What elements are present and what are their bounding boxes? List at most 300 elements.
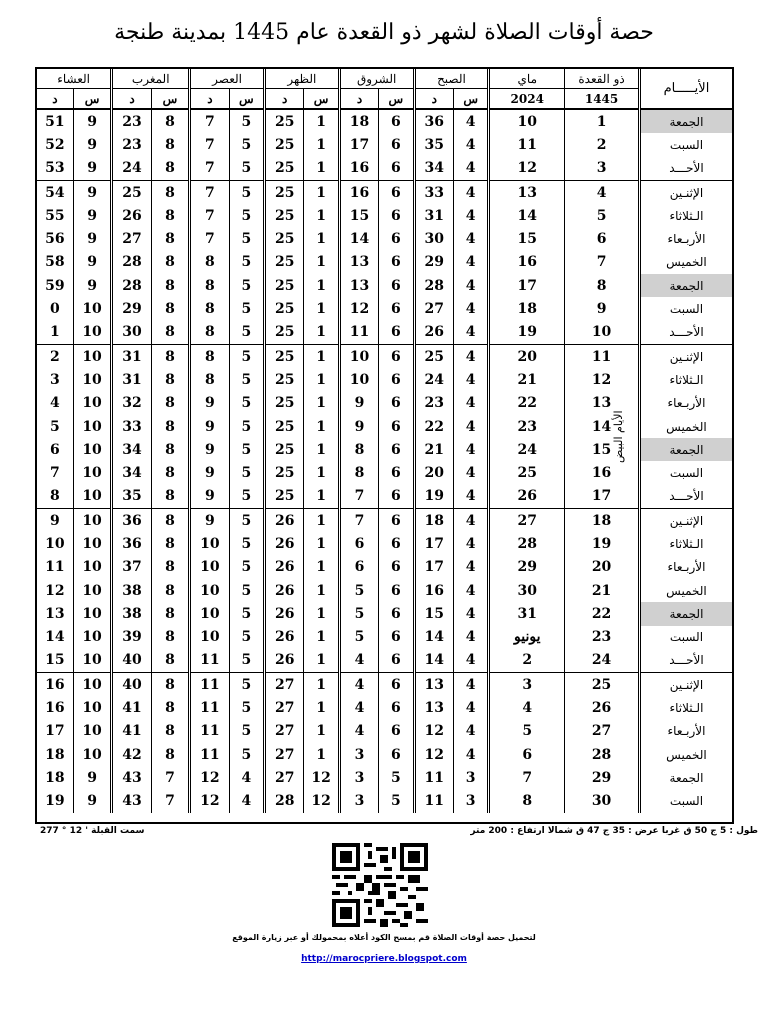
cell-day: الأحـــد bbox=[639, 485, 732, 509]
cell-shuruq-m: 7 bbox=[339, 509, 378, 533]
cell-dhuhr-h: 1 bbox=[304, 415, 339, 438]
cell-maghrib-h: 8 bbox=[151, 133, 189, 156]
cell-maghrib-h: 8 bbox=[151, 649, 189, 673]
cell-isha-m: 8 bbox=[37, 485, 73, 509]
cell-greg: 31 bbox=[489, 602, 565, 625]
cell-maghrib-m: 36 bbox=[112, 509, 151, 533]
cell-fajr-m: 11 bbox=[414, 766, 453, 789]
cell-isha-h: 10 bbox=[73, 696, 111, 719]
cell-fajr-m: 35 bbox=[414, 133, 453, 156]
table-row bbox=[37, 790, 732, 813]
cell-asr-m: 8 bbox=[190, 344, 229, 368]
cell-dhuhr-h: 1 bbox=[304, 720, 339, 743]
cell-dhuhr-h: 1 bbox=[304, 532, 339, 555]
cell-shuruq-h: 6 bbox=[379, 626, 414, 649]
cell-day: الجمعة bbox=[639, 602, 732, 625]
cell-asr-m: 7 bbox=[190, 180, 229, 204]
cell-hijri: 26 bbox=[565, 696, 640, 719]
cell-maghrib-m: 29 bbox=[112, 297, 151, 320]
cell-asr-m: 7 bbox=[190, 227, 229, 250]
cell-greg: 25 bbox=[489, 461, 565, 484]
cell-dhuhr-h: 1 bbox=[304, 180, 339, 204]
cell-fajr-h: 4 bbox=[454, 392, 489, 415]
cell-greg: 23 bbox=[489, 415, 565, 438]
cell-fajr-h: 4 bbox=[454, 461, 489, 484]
table-row bbox=[37, 297, 732, 320]
cell-isha-h: 9 bbox=[73, 180, 111, 204]
cell-fajr-m: 14 bbox=[414, 649, 453, 673]
cell-hijri: 4 bbox=[565, 180, 640, 204]
qr-code bbox=[332, 843, 428, 927]
cell-fajr-m: 34 bbox=[414, 157, 453, 181]
cell-dhuhr-m: 25 bbox=[264, 109, 303, 133]
cell-isha-h: 10 bbox=[73, 532, 111, 555]
cell-dhuhr-h: 1 bbox=[304, 438, 339, 461]
cell-asr-m: 9 bbox=[190, 415, 229, 438]
cell-isha-m: 3 bbox=[50, 371, 60, 388]
cell-dhuhr-m: 27 bbox=[264, 743, 303, 766]
cell-asr-h: 5 bbox=[229, 579, 264, 602]
cell-maghrib-m: 23 bbox=[112, 109, 151, 133]
cell-fajr-m: 33 bbox=[414, 180, 453, 204]
cell-day: الأحـــد bbox=[639, 157, 732, 181]
table-row bbox=[37, 157, 732, 181]
cell-isha-h: 9 bbox=[73, 766, 111, 789]
cell-asr-h: 4 bbox=[229, 766, 264, 789]
cell-shuruq-h: 6 bbox=[379, 649, 414, 673]
cell-fajr-h: 4 bbox=[454, 556, 489, 579]
cell-greg: 15 bbox=[489, 227, 565, 250]
cell-maghrib-m: 28 bbox=[112, 251, 151, 274]
cell-day: الجمعة bbox=[639, 109, 732, 133]
cell-maghrib-m: 40 bbox=[112, 673, 151, 697]
cell-asr-h: 5 bbox=[229, 696, 264, 719]
cell-isha-m: 51 bbox=[45, 113, 65, 130]
cell-greg: 17 bbox=[489, 274, 565, 297]
cell-dhuhr-h: 1 bbox=[304, 274, 339, 297]
cell-fajr-h: 4 bbox=[454, 696, 489, 719]
cell-greg: 11 bbox=[489, 133, 565, 156]
cell-maghrib-h: 8 bbox=[151, 509, 189, 533]
cell-asr-h: 5 bbox=[229, 461, 264, 484]
cell-fajr-h: 4 bbox=[454, 321, 489, 345]
cell-shuruq-m: 13 bbox=[339, 274, 378, 297]
cell-asr-h: 5 bbox=[229, 415, 264, 438]
cell-greg: 30 bbox=[489, 579, 565, 602]
cell-fajr-h: 4 bbox=[454, 509, 489, 533]
cell-shuruq-h: 6 bbox=[379, 321, 414, 345]
cell-shuruq-m: 4 bbox=[339, 720, 378, 743]
cell-isha-m: 52 bbox=[45, 136, 65, 153]
cell-greg: 27 bbox=[489, 509, 565, 533]
cell-maghrib-h: 8 bbox=[151, 274, 189, 297]
cell-day: السبت bbox=[639, 133, 732, 156]
cell-isha-m: 1 bbox=[37, 321, 73, 345]
cell-asr-h: 5 bbox=[229, 227, 264, 250]
cell-asr-m: 10 bbox=[190, 626, 229, 649]
cell-shuruq-h: 6 bbox=[379, 532, 414, 555]
cell-asr-m: 12 bbox=[190, 790, 229, 813]
header-asr: العصر bbox=[190, 69, 265, 89]
cell-shuruq-m: 4 bbox=[339, 696, 378, 719]
cell-hijri: 24 bbox=[565, 649, 640, 673]
cell-isha-m: 9 bbox=[50, 512, 60, 529]
cell-maghrib-m: 31 bbox=[112, 344, 151, 368]
cell-shuruq-h: 6 bbox=[379, 461, 414, 484]
cell-hijri: 16 bbox=[565, 461, 640, 484]
cell-asr-h: 5 bbox=[229, 438, 264, 461]
cell-maghrib-m: 31 bbox=[112, 368, 151, 391]
cell-asr-h: 5 bbox=[229, 180, 264, 204]
cell-hijri: 13 bbox=[565, 392, 640, 415]
cell-shuruq-h: 6 bbox=[379, 485, 414, 509]
cell-hijri: 11 bbox=[565, 344, 640, 368]
cell-hijri: 7 bbox=[565, 251, 640, 274]
cell-fajr-m: 36 bbox=[414, 109, 453, 133]
cell-fajr-h: 4 bbox=[454, 180, 489, 204]
cell-shuruq-m: 8 bbox=[339, 461, 378, 484]
location-coordinates: طول : 5 ج 50 ق غربا عرض : 35 ج 47 ق شمالا ارتفاع : 200 متر bbox=[470, 826, 758, 836]
cell-dhuhr-h: 1 bbox=[304, 626, 339, 649]
cell-day: الجمعة bbox=[639, 766, 732, 789]
cell-maghrib-m: 40 bbox=[112, 649, 151, 673]
cell-asr-h: 5 bbox=[229, 321, 264, 345]
cell-dhuhr-h: 1 bbox=[304, 251, 339, 274]
cell-maghrib-h: 8 bbox=[151, 696, 189, 719]
cell-fajr-h: 4 bbox=[454, 532, 489, 555]
cell-isha-h: 10 bbox=[73, 297, 111, 320]
cell-shuruq-h: 6 bbox=[379, 297, 414, 320]
table-row bbox=[37, 274, 732, 297]
cell-fajr-m: 18 bbox=[414, 509, 453, 533]
cell-shuruq-m: 12 bbox=[339, 297, 378, 320]
cell-fajr-h: 4 bbox=[454, 109, 489, 133]
cell-fajr-m: 12 bbox=[414, 720, 453, 743]
cell-isha-h: 10 bbox=[73, 368, 111, 391]
cell-asr-m: 7 bbox=[190, 133, 229, 156]
cell-fajr-h: 4 bbox=[454, 720, 489, 743]
cell-isha-h: 10 bbox=[73, 649, 111, 673]
cell-asr-h: 4 bbox=[229, 790, 264, 813]
cell-shuruq-m: 6 bbox=[339, 532, 378, 555]
cell-dhuhr-m: 26 bbox=[264, 556, 303, 579]
cell-shuruq-m: 18 bbox=[339, 109, 378, 133]
cell-dhuhr-h: 1 bbox=[304, 344, 339, 368]
cell-fajr-h: 4 bbox=[454, 133, 489, 156]
cell-hijri: 18 bbox=[565, 509, 640, 533]
cell-fajr-h: 4 bbox=[454, 438, 489, 461]
cell-maghrib-h: 8 bbox=[151, 461, 189, 484]
cell-day: السبت bbox=[639, 790, 732, 813]
cell-shuruq-m: 10 bbox=[339, 344, 378, 368]
table-row bbox=[37, 204, 732, 227]
cell-greg: 22 bbox=[489, 392, 565, 415]
cell-fajr-m: 28 bbox=[414, 274, 453, 297]
cell-shuruq-m: 9 bbox=[339, 415, 378, 438]
cell-maghrib-h: 8 bbox=[151, 673, 189, 697]
cell-maghrib-m: 42 bbox=[112, 743, 151, 766]
cell-isha-m: 19 bbox=[45, 793, 65, 810]
cell-greg: 20 bbox=[489, 344, 565, 368]
cell-dhuhr-m: 26 bbox=[264, 649, 303, 673]
cell-shuruq-h: 6 bbox=[379, 720, 414, 743]
cell-dhuhr-h: 1 bbox=[304, 696, 339, 719]
cell-maghrib-m: 34 bbox=[112, 438, 151, 461]
cell-maghrib-m: 23 bbox=[112, 133, 151, 156]
cell-isha-m: 13 bbox=[45, 605, 65, 622]
cell-dhuhr-h: 1 bbox=[304, 649, 339, 673]
cell-shuruq-h: 6 bbox=[379, 204, 414, 227]
cell-greg: 13 bbox=[489, 180, 565, 204]
cell-asr-h: 5 bbox=[229, 297, 264, 320]
cell-shuruq-m: 3 bbox=[339, 766, 378, 789]
cell-isha-m: 0 bbox=[50, 301, 60, 318]
cell-isha-h: 10 bbox=[73, 344, 111, 368]
cell-hijri: 6 bbox=[565, 227, 640, 250]
cell-asr-m: 7 bbox=[190, 157, 229, 181]
cell-day: الخميس bbox=[639, 743, 732, 766]
cell-shuruq-h: 6 bbox=[379, 509, 414, 533]
cell-shuruq-h: 6 bbox=[379, 438, 414, 461]
site-link[interactable]: http://marocpriere.blogspot.com bbox=[301, 954, 467, 964]
cell-asr-h: 5 bbox=[229, 720, 264, 743]
cell-fajr-h: 3 bbox=[454, 766, 489, 789]
cell-shuruq-h: 6 bbox=[379, 180, 414, 204]
cell-asr-m: 7 bbox=[190, 109, 229, 133]
cell-asr-h: 5 bbox=[229, 204, 264, 227]
cell-day: الإثنـين bbox=[639, 344, 732, 368]
cell-hijri: 17 bbox=[565, 485, 640, 509]
cell-greg: 14 bbox=[489, 204, 565, 227]
cell-dhuhr-h: 1 bbox=[304, 673, 339, 697]
cell-fajr-m: 30 bbox=[414, 227, 453, 250]
cell-greg: 12 bbox=[489, 157, 565, 181]
cell-maghrib-h: 8 bbox=[151, 602, 189, 625]
header-minute: د bbox=[339, 89, 378, 110]
cell-greg: 21 bbox=[489, 368, 565, 391]
header-hour: س bbox=[151, 89, 189, 110]
cell-isha-m: 59 bbox=[45, 277, 65, 294]
cell-isha-m: 16 bbox=[45, 676, 65, 693]
cell-shuruq-h: 6 bbox=[379, 602, 414, 625]
cell-asr-m: 8 bbox=[190, 321, 229, 345]
cell-fajr-m: 19 bbox=[414, 485, 453, 509]
cell-dhuhr-m: 28 bbox=[264, 790, 303, 813]
cell-day: السبت bbox=[639, 461, 732, 484]
cell-dhuhr-m: 27 bbox=[264, 720, 303, 743]
cell-dhuhr-m: 25 bbox=[264, 392, 303, 415]
cell-fajr-h: 4 bbox=[454, 344, 489, 368]
cell-isha-h: 9 bbox=[73, 133, 111, 156]
cell-maghrib-m: 38 bbox=[112, 602, 151, 625]
cell-dhuhr-m: 27 bbox=[264, 766, 303, 789]
cell-asr-h: 5 bbox=[229, 157, 264, 181]
cell-dhuhr-m: 26 bbox=[264, 626, 303, 649]
header-hijri-year: 1445 bbox=[565, 89, 640, 110]
cell-dhuhr-m: 25 bbox=[264, 227, 303, 250]
cell-day: الأحـــد bbox=[639, 649, 732, 673]
cell-fajr-m: 16 bbox=[414, 579, 453, 602]
header-hour: س bbox=[379, 89, 414, 110]
cell-dhuhr-h: 12 bbox=[304, 790, 339, 813]
table-row bbox=[37, 720, 732, 743]
cell-dhuhr-m: 25 bbox=[264, 415, 303, 438]
cell-fajr-m: 17 bbox=[414, 532, 453, 555]
cell-asr-h: 5 bbox=[229, 344, 264, 368]
cell-dhuhr-m: 26 bbox=[264, 509, 303, 533]
table-row bbox=[37, 368, 732, 391]
cell-shuruq-h: 6 bbox=[379, 673, 414, 697]
cell-isha-m: 18 bbox=[45, 769, 65, 786]
header-hour: س bbox=[73, 89, 111, 110]
cell-shuruq-m: 3 bbox=[339, 743, 378, 766]
cell-greg: 18 bbox=[489, 297, 565, 320]
cell-dhuhr-m: 26 bbox=[264, 532, 303, 555]
cell-hijri: 10 bbox=[565, 321, 640, 345]
cell-day: الأربـعاء bbox=[639, 392, 732, 415]
cell-asr-m: 10 bbox=[190, 602, 229, 625]
cell-day: الـثلاثاء bbox=[639, 532, 732, 555]
header-hour: س bbox=[304, 89, 339, 110]
cell-isha-m: 5 bbox=[50, 418, 60, 435]
cell-hijri: 29 bbox=[565, 766, 640, 789]
cell-dhuhr-h: 12 bbox=[304, 766, 339, 789]
cell-dhuhr-h: 1 bbox=[304, 133, 339, 156]
cell-maghrib-h: 8 bbox=[151, 321, 189, 345]
table-row bbox=[37, 766, 732, 789]
cell-asr-m: 9 bbox=[190, 485, 229, 509]
cell-day: الخميس bbox=[639, 415, 732, 438]
header-fajr: الصبح bbox=[414, 69, 489, 89]
cell-fajr-h: 4 bbox=[454, 673, 489, 697]
table-row bbox=[37, 673, 732, 697]
cell-maghrib-m: 41 bbox=[112, 720, 151, 743]
cell-asr-m: 9 bbox=[190, 509, 229, 533]
cell-isha-h: 10 bbox=[73, 626, 111, 649]
cell-maghrib-h: 7 bbox=[151, 766, 189, 789]
cell-greg: 8 bbox=[489, 790, 565, 813]
cell-shuruq-m: 9 bbox=[339, 392, 378, 415]
cell-maghrib-h: 8 bbox=[151, 532, 189, 555]
header-minute: د bbox=[112, 89, 151, 110]
cell-dhuhr-m: 25 bbox=[264, 251, 303, 274]
cell-maghrib-h: 8 bbox=[151, 344, 189, 368]
cell-fajr-m: 13 bbox=[414, 696, 453, 719]
cell-dhuhr-m: 25 bbox=[264, 180, 303, 204]
cell-maghrib-h: 8 bbox=[151, 720, 189, 743]
cell-hijri: 15 bbox=[565, 438, 640, 461]
cell-maghrib-h: 8 bbox=[151, 415, 189, 438]
table-row bbox=[37, 532, 732, 555]
cell-isha-m: 12 bbox=[45, 582, 65, 599]
cell-asr-m: 11 bbox=[190, 696, 229, 719]
cell-dhuhr-h: 1 bbox=[304, 485, 339, 509]
cell-fajr-m: 31 bbox=[414, 204, 453, 227]
cell-fajr-h: 4 bbox=[454, 485, 489, 509]
cell-fajr-m: 29 bbox=[414, 251, 453, 274]
cell-isha-h: 10 bbox=[73, 438, 111, 461]
cell-dhuhr-m: 25 bbox=[264, 133, 303, 156]
cell-dhuhr-m: 25 bbox=[264, 157, 303, 181]
prayer-times-table bbox=[35, 67, 734, 824]
cell-maghrib-h: 8 bbox=[151, 227, 189, 250]
cell-shuruq-h: 6 bbox=[379, 274, 414, 297]
cell-isha-m: 14 bbox=[45, 629, 65, 646]
header-hour: س bbox=[454, 89, 489, 110]
cell-maghrib-h: 8 bbox=[151, 180, 189, 204]
cell-asr-h: 5 bbox=[229, 556, 264, 579]
cell-maghrib-h: 8 bbox=[151, 204, 189, 227]
cell-maghrib-h: 8 bbox=[151, 109, 189, 133]
cell-day: الأربـعاء bbox=[639, 227, 732, 250]
cell-maghrib-m: 34 bbox=[112, 461, 151, 484]
cell-dhuhr-m: 27 bbox=[264, 673, 303, 697]
cell-asr-m: 10 bbox=[190, 579, 229, 602]
cell-shuruq-h: 6 bbox=[379, 368, 414, 391]
cell-asr-m: 9 bbox=[190, 461, 229, 484]
cell-isha-h: 10 bbox=[73, 392, 111, 415]
cell-asr-h: 5 bbox=[229, 626, 264, 649]
header-shuruq: الشروق bbox=[339, 69, 414, 89]
cell-maghrib-h: 8 bbox=[151, 157, 189, 181]
cell-dhuhr-m: 27 bbox=[264, 696, 303, 719]
cell-isha-h: 10 bbox=[73, 720, 111, 743]
cell-day: الجمعة bbox=[639, 274, 732, 297]
cell-dhuhr-h: 1 bbox=[304, 297, 339, 320]
header-minute: د bbox=[190, 89, 229, 110]
cell-fajr-h: 4 bbox=[454, 274, 489, 297]
cell-hijri: 12 bbox=[565, 368, 640, 391]
table-row bbox=[37, 743, 732, 766]
cell-maghrib-m: 33 bbox=[112, 415, 151, 438]
table-row bbox=[37, 321, 732, 345]
cell-fajr-h: 3 bbox=[454, 790, 489, 813]
cell-hijri: 21 bbox=[565, 579, 640, 602]
cell-shuruq-m: 11 bbox=[339, 321, 378, 345]
cell-dhuhr-m: 25 bbox=[264, 485, 303, 509]
cell-maghrib-m: 36 bbox=[112, 532, 151, 555]
cell-maghrib-m: 25 bbox=[112, 180, 151, 204]
cell-greg: 28 bbox=[489, 532, 565, 555]
cell-day: الإثنـين bbox=[639, 673, 732, 697]
cell-isha-m: 11 bbox=[45, 559, 65, 576]
table-row bbox=[37, 556, 732, 579]
cell-maghrib-m: 39 bbox=[112, 626, 151, 649]
cell-maghrib-h: 8 bbox=[151, 485, 189, 509]
cell-asr-m: 12 bbox=[190, 766, 229, 789]
cell-fajr-m: 20 bbox=[414, 461, 453, 484]
table-row bbox=[37, 180, 732, 204]
cell-isha-h: 9 bbox=[73, 274, 111, 297]
cell-hijri: 22 bbox=[565, 602, 640, 625]
cell-isha-m: 4 bbox=[50, 395, 60, 412]
cell-hijri: 28 bbox=[565, 743, 640, 766]
cell-shuruq-h: 6 bbox=[379, 415, 414, 438]
cell-asr-m: 8 bbox=[190, 297, 229, 320]
cell-day: الأحـــد bbox=[639, 321, 732, 345]
cell-asr-m: 11 bbox=[190, 720, 229, 743]
cell-hijri: 5 bbox=[565, 204, 640, 227]
cell-dhuhr-h: 1 bbox=[304, 743, 339, 766]
cell-dhuhr-m: 25 bbox=[264, 204, 303, 227]
cell-isha-m: 18 bbox=[45, 746, 65, 763]
cell-shuruq-h: 6 bbox=[379, 696, 414, 719]
cell-dhuhr-m: 25 bbox=[264, 274, 303, 297]
cell-maghrib-m: 26 bbox=[112, 204, 151, 227]
cell-maghrib-h: 8 bbox=[151, 626, 189, 649]
header-minute: د bbox=[264, 89, 303, 110]
cell-maghrib-h: 8 bbox=[151, 556, 189, 579]
